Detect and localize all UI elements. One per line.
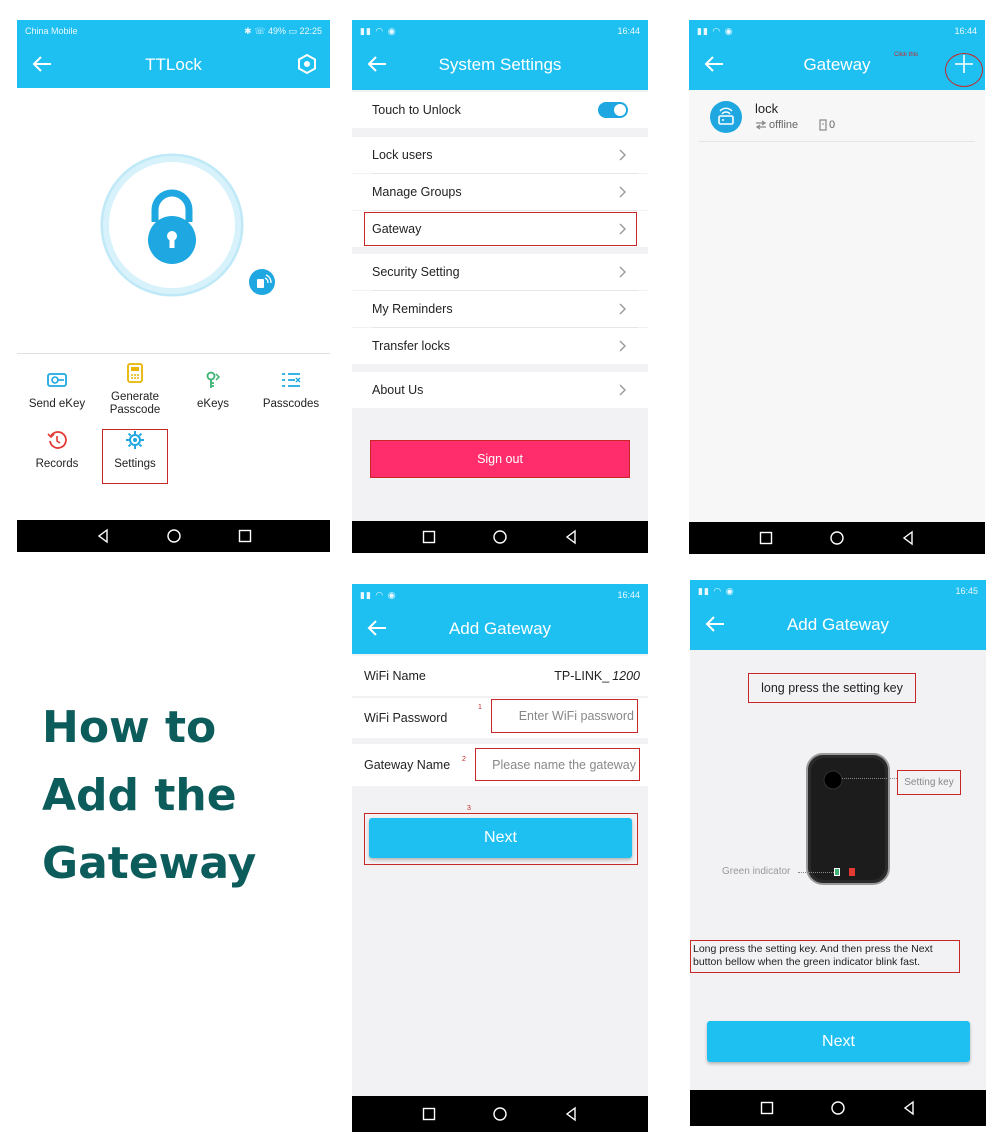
instruction-text: long press the setting key: [761, 681, 903, 695]
signal-icons: ▮▮ ◠ ◉: [360, 589, 397, 600]
menu-label-line2: Passcode: [109, 404, 161, 416]
gateway-name-input[interactable]: [475, 748, 640, 781]
headline-line3: Gateway: [42, 838, 257, 889]
row-label: Manage Groups: [372, 185, 462, 199]
headline-line2: Add the: [42, 770, 237, 821]
gateway-highlight-box: [364, 212, 637, 246]
app-bar: [352, 606, 648, 654]
settings-item-about-us[interactable]: [352, 372, 648, 408]
green-indicator-leader: [798, 872, 836, 873]
gateway-name-label: Gateway Name: [364, 758, 451, 772]
gateway-status: offline: [769, 119, 799, 131]
wifi-name-suffix: 1200: [612, 669, 640, 683]
screen-system-settings: [352, 20, 648, 553]
note-line1: Long press the setting key. And then press the Next: [693, 943, 933, 955]
nfc-badge-icon: [247, 267, 277, 297]
nav-home-icon[interactable]: [166, 528, 182, 544]
generate-passcode-icon: [125, 362, 145, 384]
nav-recents-icon[interactable]: [759, 1100, 775, 1116]
row-label: Transfer locks: [372, 339, 451, 353]
menu-item-passcodes[interactable]: [257, 370, 325, 410]
app-bar: [17, 42, 330, 88]
menu-item-records[interactable]: [25, 430, 89, 470]
chevron-right-icon: [618, 185, 628, 199]
row-label: My Reminders: [372, 302, 453, 316]
nav-recents-icon[interactable]: [758, 530, 774, 546]
touch-to-unlock-row: [352, 92, 648, 128]
screen-ttlock-home: [17, 20, 330, 552]
wifi-password-placeholder: Enter WiFi password: [518, 709, 634, 723]
next-label: Next: [822, 1032, 855, 1050]
gateway-list-item[interactable]: [699, 92, 975, 142]
gateway-device-illustration: [805, 752, 891, 886]
next-label: Next: [484, 829, 517, 846]
page-title: Add Gateway: [786, 615, 890, 634]
nav-back-icon[interactable]: [563, 529, 579, 545]
chevron-right-icon: [618, 302, 628, 316]
gateway-device-icon: [709, 100, 743, 134]
click-this-hint: Click this: [894, 52, 919, 58]
menu-label: eKeys: [197, 398, 229, 410]
menu-divider: [17, 353, 330, 354]
status-time: 16:44: [617, 26, 640, 36]
note-line2: button bellow when the green indicator blink fast.: [693, 956, 921, 968]
screen-add-gateway-form: [352, 584, 648, 1132]
plus-highlight-circle: [945, 53, 983, 87]
passcodes-icon: [280, 370, 302, 390]
settings-item-security-setting[interactable]: [352, 254, 648, 290]
signal-icons: ▮▮ ◠ ◉: [697, 25, 734, 36]
wifi-name-row: [352, 656, 648, 696]
android-nav-bar: [352, 1096, 648, 1132]
menu-label: Generate: [111, 391, 159, 403]
status-time: 16:44: [617, 590, 640, 600]
gateway-lock-count: 0: [829, 119, 836, 131]
lock-count-icon: [819, 119, 827, 131]
nav-recents-icon[interactable]: [421, 529, 437, 545]
nav-home-icon[interactable]: [492, 1106, 508, 1122]
android-nav-bar: [690, 1090, 986, 1126]
nav-home-icon[interactable]: [492, 529, 508, 545]
nav-back-icon[interactable]: [95, 528, 111, 544]
wifi-name-value: [554, 669, 640, 683]
settings-item-my-reminders[interactable]: [352, 291, 648, 327]
next-button[interactable]: [369, 818, 632, 858]
row-label: About Us: [372, 383, 424, 397]
menu-label: Records: [35, 458, 79, 470]
signal-icons: ▮▮ ◠ ◉: [698, 585, 735, 596]
row-label: Lock users: [372, 148, 433, 162]
headline-line1: How to: [42, 702, 217, 753]
wifi-password-label: WiFi Password: [364, 711, 448, 725]
lock-settings-icon[interactable]: [296, 53, 318, 75]
menu-label: Send eKey: [28, 398, 86, 410]
nav-home-icon[interactable]: [829, 530, 845, 546]
carrier-text: China Mobile: [25, 26, 78, 36]
send-ekey-icon: [46, 370, 68, 390]
unlock-lock-icon[interactable]: [97, 150, 247, 300]
menu-item-generate-passcode[interactable]: [101, 362, 169, 417]
android-nav-bar: [352, 521, 648, 553]
gateway-name-placeholder: Please name the gateway: [492, 757, 636, 772]
offline-icon: [755, 120, 767, 130]
green-indicator-label: Green indicator: [722, 866, 791, 877]
nav-recents-icon[interactable]: [421, 1106, 437, 1122]
wifi-password-input[interactable]: [491, 699, 638, 733]
app-bar: [690, 602, 986, 650]
row-label: Security Setting: [372, 265, 460, 279]
tutorial-headline: [42, 694, 256, 898]
app-bar: [689, 42, 985, 90]
android-nav-bar: [689, 522, 985, 554]
touch-to-unlock-toggle[interactable]: [598, 102, 628, 118]
settings-item-manage-groups[interactable]: [352, 174, 648, 210]
chevron-right-icon: [618, 148, 628, 162]
nav-back-icon[interactable]: [901, 1100, 917, 1116]
step-3-marker: 3: [467, 805, 471, 812]
settings-highlight-box: [102, 429, 168, 484]
note-box: [690, 940, 960, 973]
nav-back-icon[interactable]: [900, 530, 916, 546]
menu-item-send-ekey[interactable]: [25, 370, 89, 410]
sign-out-label: Sign out: [477, 452, 523, 466]
status-time: 16:44: [954, 26, 977, 36]
status-bar: [352, 584, 648, 606]
status-bar: [352, 20, 648, 42]
menu-label: Passcodes: [262, 398, 320, 410]
status-bar: [689, 20, 985, 42]
status-bar: [17, 20, 330, 42]
setting-key-box: [897, 770, 961, 795]
screen-gateway-list: [689, 20, 985, 554]
status-time: 16:45: [955, 586, 978, 596]
row-label: Gateway: [372, 222, 422, 236]
ekeys-icon: [203, 370, 223, 390]
status-bar: [690, 580, 986, 602]
chevron-right-icon: [618, 383, 628, 397]
step-1-marker: 1: [478, 704, 482, 711]
android-nav-bar: [17, 520, 330, 552]
nav-recents-icon[interactable]: [237, 528, 253, 544]
setting-key-label: Setting key: [904, 777, 954, 788]
next-button[interactable]: [707, 1021, 970, 1062]
step-2-marker: 2: [462, 756, 466, 763]
menu-item-ekeys[interactable]: [181, 370, 245, 410]
instruction-box: [748, 673, 916, 703]
row-label: Touch to Unlock: [372, 103, 461, 117]
status-right-text: ✱ ☏ 49% ▭ 22:25: [244, 25, 322, 36]
settings-item-lock-users[interactable]: [352, 137, 648, 173]
settings-item-transfer-locks[interactable]: [352, 328, 648, 364]
signal-icons: ▮▮ ◠ ◉: [360, 25, 397, 36]
chevron-right-icon: [618, 265, 628, 279]
wifi-name-label: WiFi Name: [364, 669, 426, 683]
menu-label: Settings: [114, 458, 156, 470]
setting-key-leader: [842, 778, 897, 779]
sign-out-button[interactable]: [370, 440, 630, 478]
app-title: TTLock: [145, 55, 202, 74]
screen-add-gateway-instruction: [690, 580, 986, 1126]
app-bar: [352, 42, 648, 90]
page-title: Gateway: [803, 55, 871, 74]
gateway-name: lock: [755, 101, 779, 116]
wifi-name-text: TP-LINK_: [554, 669, 610, 683]
records-icon: [47, 430, 67, 450]
nav-back-icon[interactable]: [563, 1106, 579, 1122]
chevron-right-icon: [618, 339, 628, 353]
page-title: Add Gateway: [448, 619, 552, 638]
nav-home-icon[interactable]: [830, 1100, 846, 1116]
page-title: System Settings: [438, 55, 562, 74]
